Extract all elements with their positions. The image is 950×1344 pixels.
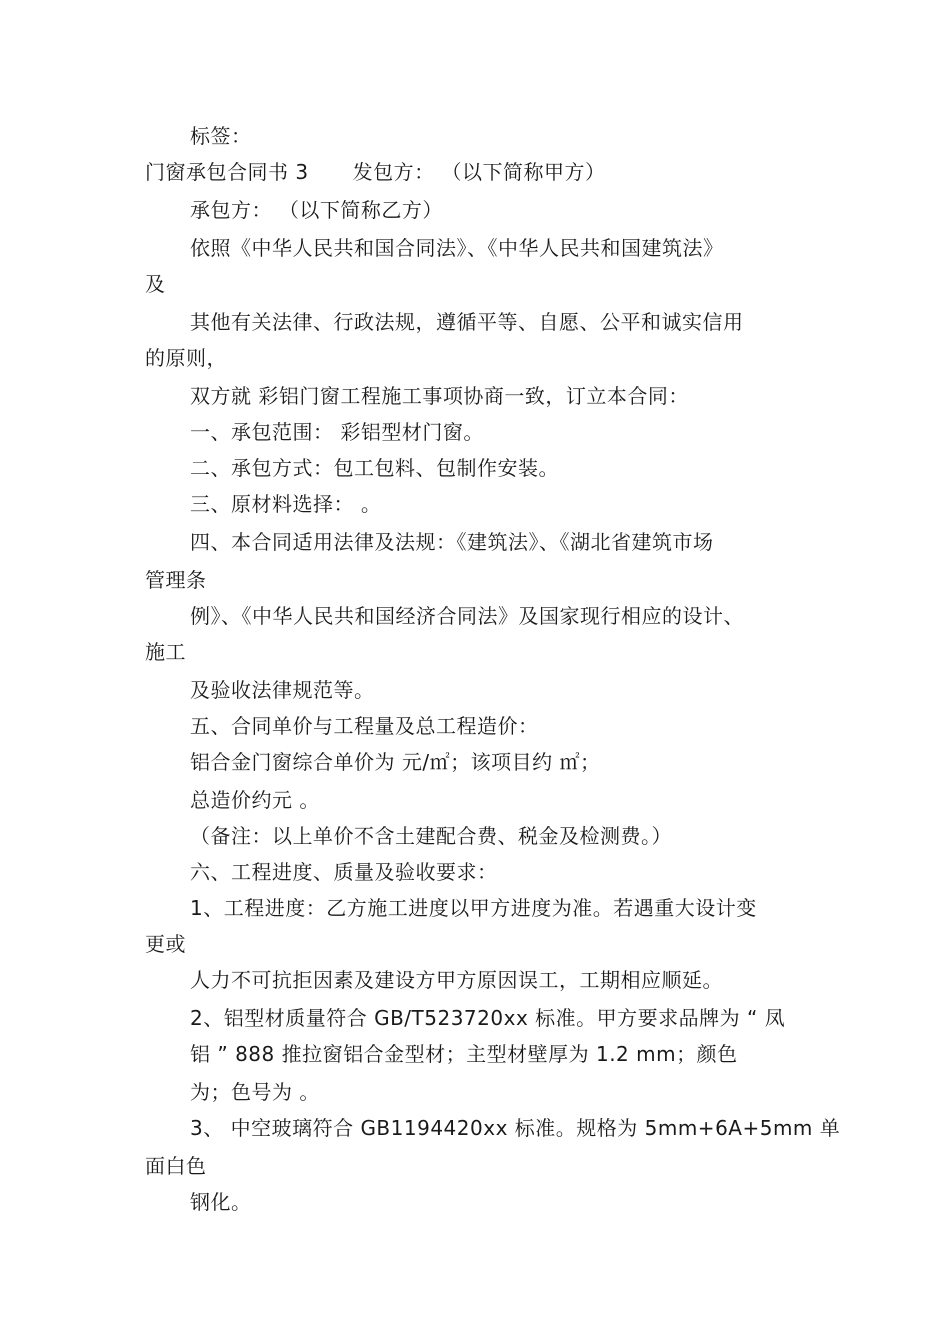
paragraph-line: 总造价约元 。: [190, 788, 320, 812]
section-one: 一、承包范围： 彩铝型材门窗。: [190, 420, 484, 444]
paragraph-line: 3、 中空玻璃符合 GB1194420xx 标准。规格为 5mm+6A+5mm 单: [190, 1116, 841, 1140]
paragraph-line: 施工: [145, 640, 186, 664]
paragraph-line: 面白色: [145, 1154, 207, 1178]
paragraph-line: 及验收法律规范等。: [190, 678, 375, 702]
section-four: 四、本合同适用法律及法规：《建筑法》、《湖北省建筑市场: [190, 530, 714, 554]
party-a-line: 发包方： （以下简称甲方）: [352, 160, 606, 184]
paragraph-line: 的原则，: [145, 346, 227, 370]
paragraph-line: 及: [145, 272, 166, 296]
paragraph-line: 铝合金门窗综合单价为 元/㎡；该项目约 ㎡；: [190, 750, 601, 774]
section-two: 二、承包方式：包工包料、包制作安装。: [190, 456, 559, 480]
paragraph-line: 管理条: [145, 568, 207, 592]
label-line: 标签：: [190, 124, 252, 148]
paragraph-line: 2、铝型材质量符合 GB/T523720xx 标准。甲方要求品牌为 “ 凤: [190, 1006, 786, 1030]
paragraph-line: 人力不可抗拒因素及建设方甲方原因误工，工期相应顺延。: [190, 968, 723, 992]
paragraph-line: 例》、《中华人民共和国经济合同法》及国家现行相应的设计、: [190, 604, 744, 628]
paragraph-line: 钢化。: [190, 1190, 252, 1214]
contract-title: 门窗承包合同书 3: [145, 160, 309, 184]
paragraph-line: 双方就 彩铝门窗工程施工事项协商一致，订立本合同：: [190, 384, 689, 408]
section-five: 五、合同单价与工程量及总工程造价：: [190, 714, 539, 738]
paragraph-line: 依照《中华人民共和国合同法》、《中华人民共和国建筑法》: [190, 236, 724, 260]
paragraph-line: 铝 ” 888 推拉窗铝合金型材；主型材壁厚为 1.2 mm；颜色: [190, 1042, 738, 1066]
contract-heading: [145, 160, 605, 184]
note-line: （备注：以上单价不含土建配合费、税金及检测费。）: [190, 824, 672, 848]
section-three: 三、原材料选择： 。: [190, 492, 382, 516]
paragraph-line: 承包方： （以下简称乙方）: [190, 198, 443, 222]
paragraph-line: 为；色号为 。: [190, 1080, 320, 1104]
paragraph-line: 更或: [145, 932, 186, 956]
section-six: 六、工程进度、质量及验收要求：: [190, 860, 498, 884]
paragraph-line: 1、工程进度：乙方施工进度以甲方进度为准。若遇重大设计变: [190, 896, 757, 920]
paragraph-line: 其他有关法律、行政法规，遵循平等、自愿、公平和诚实信用: [190, 310, 744, 334]
